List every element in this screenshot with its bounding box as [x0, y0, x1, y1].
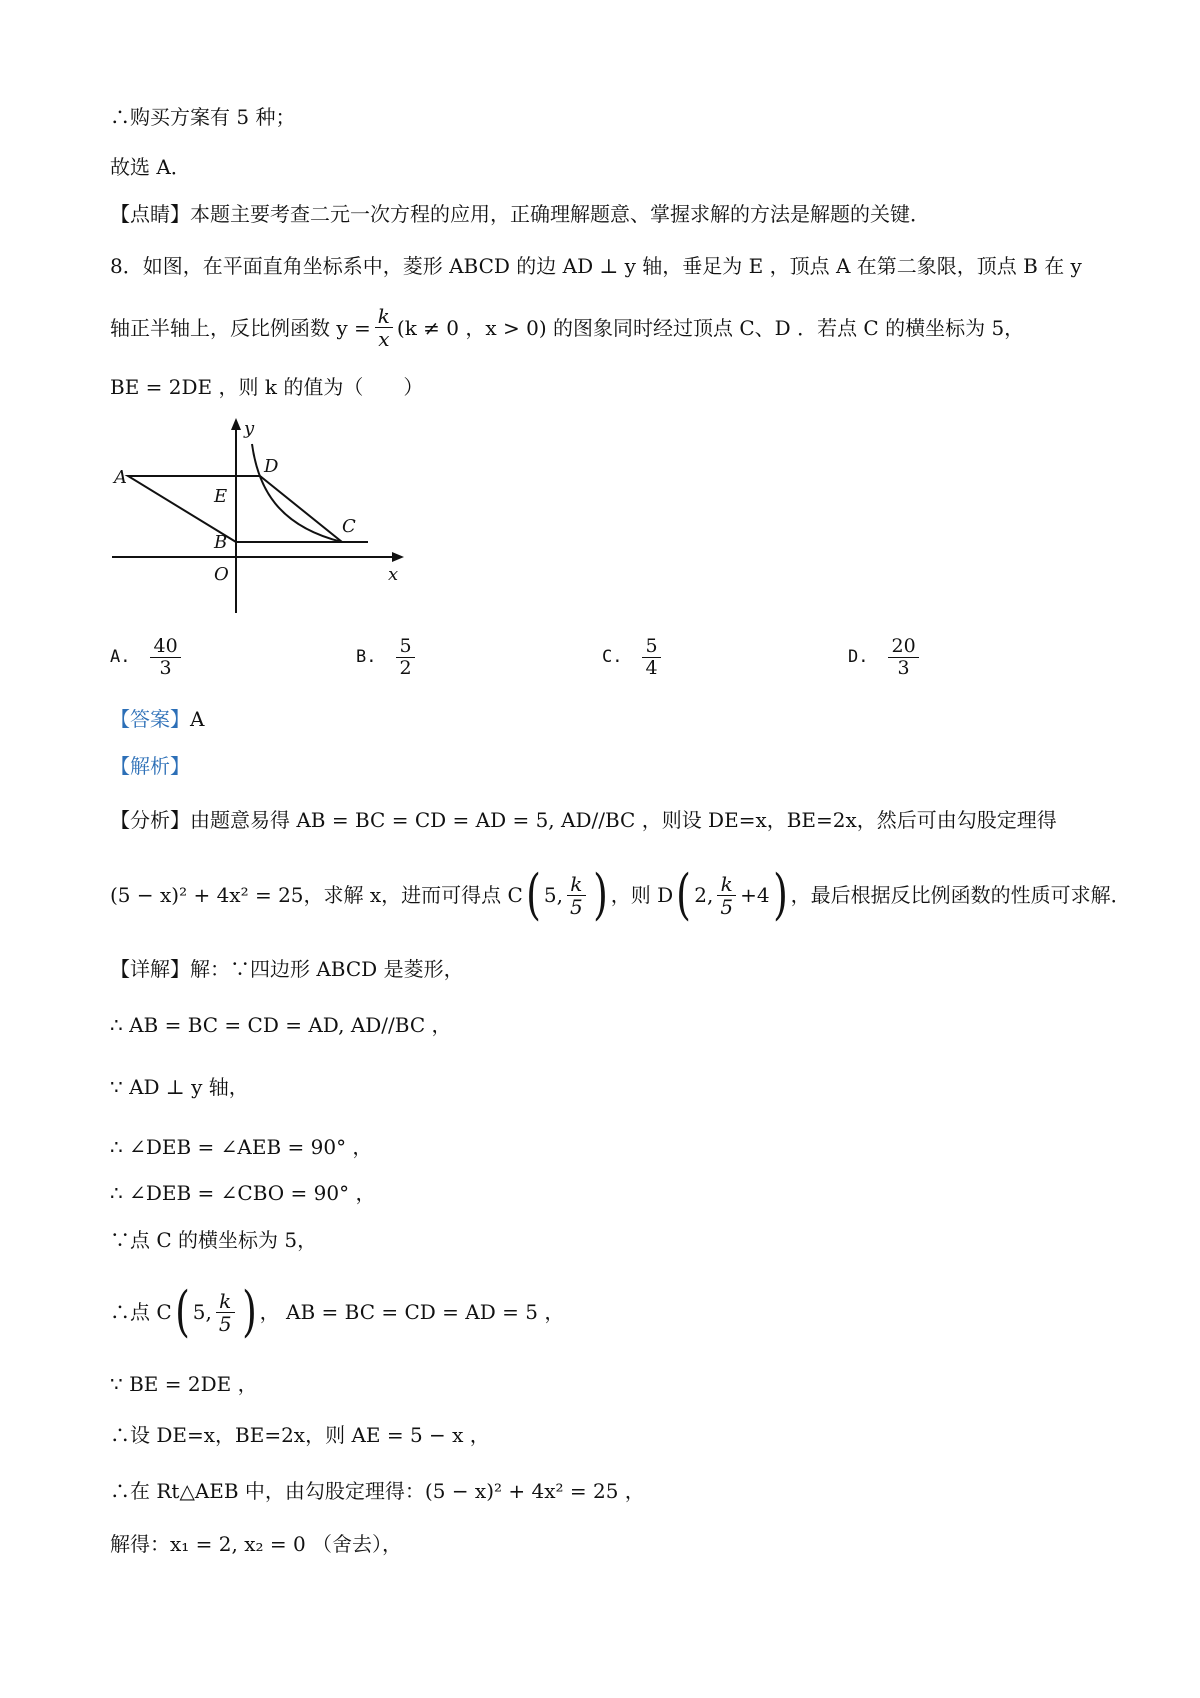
- option-d-fraction: [888, 636, 918, 679]
- option-b[interactable]: [356, 636, 419, 679]
- question-line-2b: (k ≠ 0 ，x > 0) 的图象同时经过顶点 C、D ．若点 C 的横坐标为 5，: [396, 315, 1025, 340]
- label-D: D: [264, 456, 279, 477]
- fenxi-equation: (5 − x)² + 4x² = 25: [110, 883, 304, 907]
- option-b-letter: B.: [356, 647, 377, 668]
- option-c-fraction: [642, 636, 660, 679]
- d-coordinate-b: +4: [740, 883, 770, 907]
- xiangjie-s9: ∴设 DE=x，BE=2x，则 AE = 5 − x ，: [110, 1423, 490, 1447]
- fenxi-end: ，最后根据反比例函数的性质可求解．: [790, 883, 1131, 907]
- fraction-denominator: x: [378, 327, 390, 351]
- label-C: C: [342, 516, 356, 537]
- option-d-den: 3: [897, 656, 910, 679]
- option-a-letter: A.: [110, 647, 131, 668]
- option-d-num: 20: [888, 636, 918, 658]
- label-O: O: [214, 564, 229, 585]
- xiangjie-s1: 解：∵四边形 ABCD 是菱形，: [190, 957, 464, 981]
- xiangjie-s6: ∵点 C 的横坐标为 5，: [110, 1228, 318, 1252]
- option-a-num: 40: [150, 636, 180, 658]
- answer-value: A: [190, 707, 205, 731]
- xiangjie-s7a: ∴点 C: [110, 1300, 172, 1324]
- answer-line: [110, 706, 204, 732]
- dianjing-tag: 【点睛】: [110, 202, 190, 226]
- option-b-den: 2: [399, 656, 412, 679]
- option-a-fraction: [150, 636, 180, 679]
- rhombus-figure: [110, 418, 430, 618]
- question-line-1: 8．如图，在平面直角坐标系中，菱形 ABCD 的边 AD ⊥ y 轴，垂足为 E ，顶点 A 在第二象限，顶点 B 在 y: [110, 254, 1082, 278]
- question-line-2a: 轴正半轴上，反比例函数 y =: [110, 315, 371, 340]
- label-x: x: [388, 564, 399, 585]
- label-E: E: [214, 486, 228, 507]
- jiexi-tag: 【解析】: [110, 754, 190, 778]
- dianjing-text: 本题主要考查二元一次方程的应用，正确理解题意、掌握求解的方法是解题的关键．: [190, 202, 930, 226]
- question-line-3: BE = 2DE ，则 k 的值为（ ）: [110, 375, 424, 399]
- option-c-num: 5: [642, 636, 660, 658]
- fraction-numerator: k: [375, 305, 393, 328]
- question-line-2: [110, 305, 1024, 350]
- option-b-fraction: [396, 636, 414, 679]
- c-frac-num: k: [567, 873, 586, 896]
- intro-line-1: ∴购买方案有 5 种；: [110, 105, 296, 129]
- xiangjie-s5: ∴ ∠DEB = ∠CBO = 90° ，: [110, 1181, 376, 1205]
- option-d-letter: D.: [848, 647, 869, 668]
- intro-line-2: 故选 A．: [110, 155, 191, 179]
- label-y: y: [244, 418, 255, 439]
- fenxi-text-1: 由题意易得 AB = BC = CD = AD = 5, AD//BC ，则设 DE=x，BE=2x，然后可由勾股定理得: [190, 808, 1057, 832]
- fenxi-mid2: ，则 D: [610, 883, 674, 907]
- option-c-den: 4: [645, 656, 658, 679]
- label-B: B: [214, 532, 228, 553]
- x-axis-arrow: [392, 552, 404, 562]
- fenxi-mid: ，求解 x，进而可得点 C: [303, 883, 523, 907]
- xiangjie-s8: ∵ BE = 2DE ，: [110, 1372, 258, 1396]
- label-A: A: [114, 467, 127, 488]
- question-fraction: [375, 305, 393, 350]
- xiangjie-line-1: [110, 956, 464, 982]
- d-frac-den: 5: [720, 894, 734, 919]
- xiangjie-s11: 解得：x₁ = 2, x₂ = 0 （舍去），: [110, 1532, 403, 1556]
- xiangjie-s7-fraction: [216, 1290, 235, 1335]
- c-frac-den: 5: [569, 894, 583, 919]
- d-coordinate-fraction: [717, 873, 736, 918]
- xiangjie-s2: ∴ AB = BC = CD = AD, AD//BC ，: [110, 1013, 452, 1037]
- xiangjie-s3: ∵ AD ⊥ y 轴，: [110, 1075, 249, 1099]
- option-a[interactable]: [110, 636, 185, 679]
- xiangjie-s7-coord: 5,: [192, 1300, 212, 1324]
- option-a-den: 3: [159, 656, 172, 679]
- xiangjie-tag: 【详解】: [110, 957, 190, 981]
- s7-frac-num: k: [216, 1290, 235, 1313]
- fenxi-tag: 【分析】: [110, 808, 190, 832]
- fenxi-line-2: (5 − x)² + 4x² = 25 ，求解 x，进而可得点 C ( 5, $\frac{k}{5}$ ) ，则 D ( 2, $\frac{k}{5}$ +4 ) ，最后根据反比例函数的性质可求解．: [110, 863, 1131, 926]
- option-b-num: 5: [396, 636, 414, 658]
- xiangjie-s7: ∴点 C ( 5, $\frac{k}{5}$ ) ， AB = BC = CD = AD = 5 ，: [110, 1280, 565, 1343]
- dianjing-line: [110, 201, 930, 227]
- c-coordinate-a: 5,: [543, 883, 563, 907]
- c-coordinate-fraction: [567, 873, 586, 918]
- option-c-letter: C.: [602, 647, 623, 668]
- xiangjie-s4: ∴ ∠DEB = ∠AEB = 90° ，: [110, 1135, 373, 1159]
- answer-tag: 【答案】: [110, 707, 190, 731]
- y-axis-arrow: [231, 418, 241, 430]
- d-frac-num: k: [717, 873, 736, 896]
- option-d[interactable]: [848, 636, 923, 679]
- xiangjie-s10: ∴在 Rt△AEB 中，由勾股定理得：(5 − x)² + 4x² = 25 ，: [110, 1479, 645, 1503]
- xiangjie-s7b: ， AB = BC = CD = AD = 5 ，: [259, 1300, 565, 1324]
- s7-frac-den: 5: [218, 1311, 232, 1336]
- option-c[interactable]: [602, 636, 665, 679]
- fenxi-line-1: [110, 807, 1057, 833]
- d-coordinate-a: 2,: [694, 883, 714, 907]
